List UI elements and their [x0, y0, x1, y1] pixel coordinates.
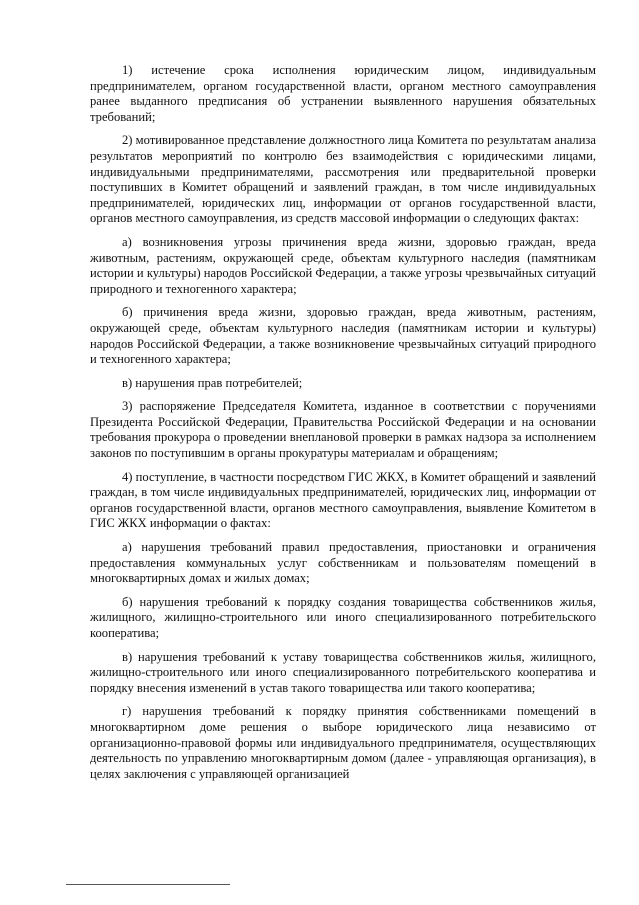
paragraph-3: 3) распоряжение Председателя Комитета, изданное в соответствии с поручениями Президента Российской Федерации, Правительства Российской Федерации и на основании требования прокурора о проведении внеплановой проверки в рамках надзора за исполнением законов по поступившим в органы прокуратуры материалам и обращениям;	[90, 399, 596, 461]
paragraph-4a: а) нарушения требований правил предоставления, приостановки и ограничения предоставления коммунальных услуг собственникам и пользователям помещений в многоквартирных домах и жилых домах;	[90, 540, 596, 586]
paragraph-4: 4) поступление, в частности посредством ГИС ЖКХ, в Комитет обращений и заявлений граждан, в том числе индивидуальных предпринимателей, юридических лиц, информации от органов государственной власти, органов местного самоуправления, выявление Комитетом в ГИС ЖКХ информации о фактах:	[90, 469, 596, 531]
paragraph-2b: б) причинения вреда жизни, здоровью граждан, вреда животным, растениям, окружающей среде, объектам культурного наследия (памятникам истории и культуры) народов Российской Федерации, а также возникновение чрезвычайных ситуаций природного и техногенного характера;	[90, 305, 596, 367]
paragraph-2v: в) нарушения прав потребителей;	[122, 375, 303, 390]
document-body	[90, 63, 596, 790]
paragraph-4g: г) нарушения требований к порядку принятия собственниками помещений в многоквартирном доме решения о выборе юридического лица независимо от организационно-правовой формы или индивидуального предпринимателя, осуществляющих деятельность по управлению многоквартирным домом (далее - управляющая организация), в целях заключения с управляющей организацией	[90, 704, 596, 781]
paragraph-2a: а) возникновения угрозы причинения вреда жизни, здоровью граждан, вреда животным, растениям, окружающей среде, объектам культурного наследия (памятникам истории и культуры) народов Российской Федерации, а также угрозы чрезвычайных ситуаций природного и техногенного характера;	[90, 234, 596, 296]
paragraph-4v: в) нарушения требований к уставу товарищества собственников жилья, жилищного, жилищно-строительного или иного специализированного потребительского кооператива и порядку внесения изменений в устав такого товарищества или такого кооператива;	[90, 649, 596, 695]
footer-divider	[66, 884, 230, 885]
paragraph-2: 2) мотивированное представление должностного лица Комитета по результатам анализа результатов мероприятий по контролю без взаимодействия с юридическими лицами, индивидуальными предпринимателями, рассмотрения или предварительной проверки поступивших в Комитет обращений и заявлений граждан, в том числе индивидуальных предпринимателей, юридических лиц, информации от органов государственной власти, органов местного самоуправления, из средств массовой информации о следующих фактах:	[90, 133, 596, 226]
paragraph-4b: б) нарушения требований к порядку создания товарищества собственников жилья, жилищного, жилищно-строительного или иного специализированного потребительского кооператива;	[90, 594, 596, 640]
paragraph-1: 1) истечение срока исполнения юридическим лицом, индивидуальным предпринимателем, органом государственной власти, органом местного самоуправления ранее выданного предписания об устранении выявленного нарушения обязательных требований;	[90, 63, 596, 124]
